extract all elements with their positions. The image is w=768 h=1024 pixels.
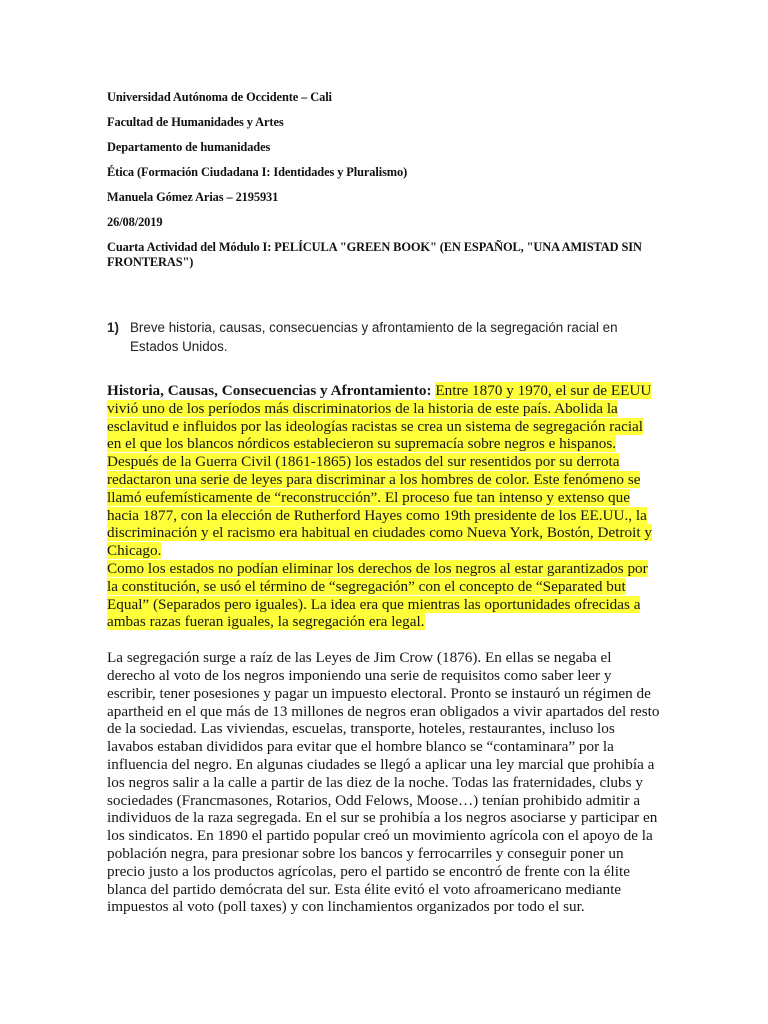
essay-body bbox=[107, 382, 660, 916]
highlighted-paragraph-3 bbox=[107, 560, 660, 631]
date-line: 26/08/2019 bbox=[107, 215, 163, 229]
highlighted-text-1: Entre 1870 y 1970, el sur de EEUU vivió uno de los períodos más discriminatorios de la historia de este país. Abolida la esclavitud e influidos por las ideologías racistas se crea un sistema de segregación racial en el que los blancos nórdicos establecieron su supremacía sobre negros e hispanos. bbox=[107, 382, 652, 453]
student-line: Manuela Gómez Arias – 2195931 bbox=[107, 190, 279, 204]
document-header bbox=[107, 90, 667, 270]
activity-title: Cuarta Actividad del Módulo I: PELÍCULA "GREEN BOOK" (EN ESPAÑOL, "UNA AMISTAD SIN FRONTERAS") bbox=[107, 240, 642, 269]
paragraph-spacer bbox=[107, 631, 660, 649]
question-text: Breve historia, causas, consecuencias y afrontamiento de la segregación racial en Estados Unidos. bbox=[130, 320, 618, 354]
highlighted-paragraph-1 bbox=[107, 382, 660, 453]
university-line: Universidad Autónoma de Occidente – Cali bbox=[107, 90, 332, 104]
question-item bbox=[107, 318, 667, 356]
highlighted-paragraph-2 bbox=[107, 453, 660, 560]
highlighted-text-3: Como los estados no podían eliminar los derechos de los negros al estar garantizados por la constitución, se usó el término de “segregación” con el concepto de “Separated but Equal” (Separados pero iguales). La idea era que mientras las oportunidades ofrecidas a ambas razas fueran iguales, la segregación era legal. bbox=[107, 559, 648, 631]
body-paragraph: La segregación surge a raíz de las Leyes de Jim Crow (1876). En ellas se negaba el derecho al voto de los negros imponiendo una serie de requisitos como saber leer y escribir, tener posesiones y pagar un impuesto electoral. Pronto se instauró un régimen de apartheid en el que más de 13 millones de negros eran obligados a vivir apartados del resto de la sociedad. Las viviendas, escuelas, transporte, hoteles, restaurantes, incluso los lavabos estaban divididos para evitar que el hombre blanco se “contaminara” por la influencia del negro. En algunas ciudades se llegó a aplicar una ley marcial que prohibía a los negros salir a la calle a partir de las diez de la noche. Todas las fraternidades, clubs y sociedades (Francmasones, Rotarios, Odd Felows, Moose…) tenían prohibido admitir a individuos de la raza segregada. En el sur se prohibía a los negros asociarse y participar en los sindicatos. En 1890 el partido popular creó un movimiento agrícola con el apoyo de la población negra, para presionar sobre los bancos y ferrocarriles y conseguir poner un precio justo a los productos agrícolas, pero el partido se encontró de frente con la élite blanca del partido demócrata del sur. Esta élite evitó el voto afroamericano mediante impuestos al voto (poll taxes) y con linchamientos organizados por todo el sur. bbox=[107, 649, 660, 916]
highlighted-text-2: Después de la Guerra Civil (1861-1865) los estados del sur resentidos por su derrota redactaron una serie de leyes para discriminar a los hombres de color. Este fenómeno se llamó eufemísticamente de “reconstrucción”. El proceso fue tan intenso y extenso que hacia 1877, con la elección de Rutherford Hayes como 19th presidente de los EE.UU., la discriminación y el racismo era habitual en ciudades como Nueva York, Bostón, Detroit y Chicago. bbox=[107, 453, 652, 560]
faculty-line: Facultad de Humanidades y Artes bbox=[107, 115, 284, 129]
department-line: Departamento de humanidades bbox=[107, 140, 271, 154]
course-line: Ética (Formación Ciudadana I: Identidades y Pluralismo) bbox=[107, 165, 408, 179]
question-number: 1) bbox=[107, 320, 119, 335]
section-heading: Historia, Causas, Consecuencias y Afrontamiento: bbox=[107, 382, 432, 399]
